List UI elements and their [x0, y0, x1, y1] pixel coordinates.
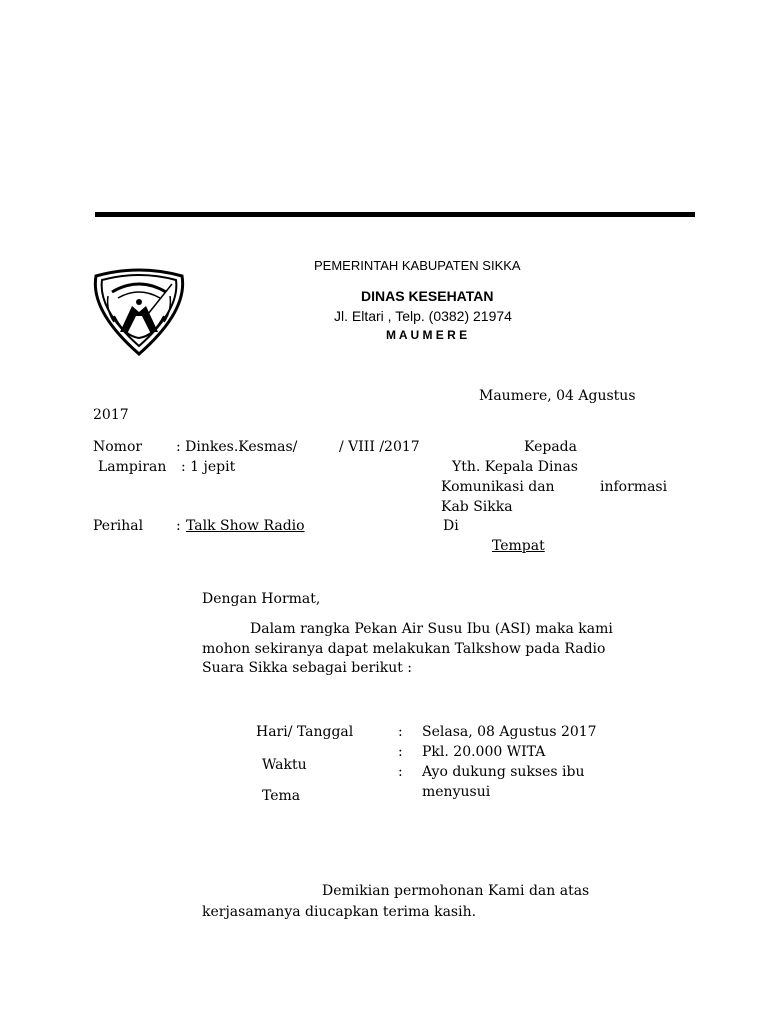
closing-line2: kerjasamanya diucapkan terima kasih.: [202, 904, 477, 920]
perihal-value: Talk Show Radio: [186, 518, 305, 534]
schedule-colon: :: [398, 764, 403, 780]
perihal-label: Perihal: [93, 518, 144, 534]
schedule-tema-label: Tema: [262, 788, 301, 804]
letter-date-year: 2017: [93, 407, 129, 423]
body-paragraph-line2: mohon sekiranya dapat melakukan Talkshow pada Radio: [202, 641, 606, 657]
letter-date: Maumere, 04 Agustus: [479, 388, 636, 404]
closing-line1: Demikian permohonan Kami dan atas: [322, 883, 590, 899]
recipient-line2a: Komunikasi dan: [441, 479, 555, 495]
body-paragraph-line3: Suara Sikka sebagai berikut :: [202, 660, 412, 676]
header-rule: [95, 212, 695, 217]
nomor-value: : Dinkes.Kesmas/: [176, 439, 298, 455]
schedule-hari-value: Selasa, 08 Agustus 2017: [422, 724, 597, 740]
schedule-tema-value-line1: Ayo dukung sukses ibu: [422, 764, 585, 780]
recipient-di: Di: [443, 518, 459, 534]
schedule-hari-label: Hari/ Tanggal: [256, 724, 354, 740]
department-city: M A U M E R E: [386, 328, 468, 342]
schedule-colon: :: [398, 744, 403, 760]
department-name: DINAS KESEHATAN: [361, 288, 494, 304]
government-name: PEMERINTAH KABUPATEN SIKKA: [314, 258, 521, 273]
recipient-line3: Kab Sikka: [441, 499, 513, 515]
schedule-waktu-value: Pkl. 20.000 WITA: [422, 744, 546, 760]
schedule-tema-value-line2: menyusui: [422, 784, 491, 800]
salutation: Dengan Hormat,: [202, 591, 321, 607]
recipient-tempat: Tempat: [492, 538, 545, 554]
schedule-colon: :: [398, 724, 403, 740]
recipient-line1: Yth. Kepala Dinas: [452, 459, 578, 475]
sikka-regency-emblem-icon: [88, 266, 190, 356]
nomor-label: Nomor: [93, 439, 143, 455]
lampiran-label: Lampiran: [98, 459, 167, 475]
department-address: Jl. Eltari , Telp. (0382) 21974: [334, 308, 512, 324]
nomor-suffix: / VIII /2017: [339, 439, 420, 455]
body-paragraph-line1: Dalam rangka Pekan Air Susu Ibu (ASI) maka kami: [250, 621, 613, 637]
perihal-colon: :: [176, 518, 181, 534]
schedule-waktu-label: Waktu: [262, 757, 307, 773]
recipient-kepada: Kepada: [524, 439, 577, 455]
lampiran-value: : 1 jepit: [181, 459, 236, 475]
recipient-line2b: informasi: [600, 479, 668, 495]
